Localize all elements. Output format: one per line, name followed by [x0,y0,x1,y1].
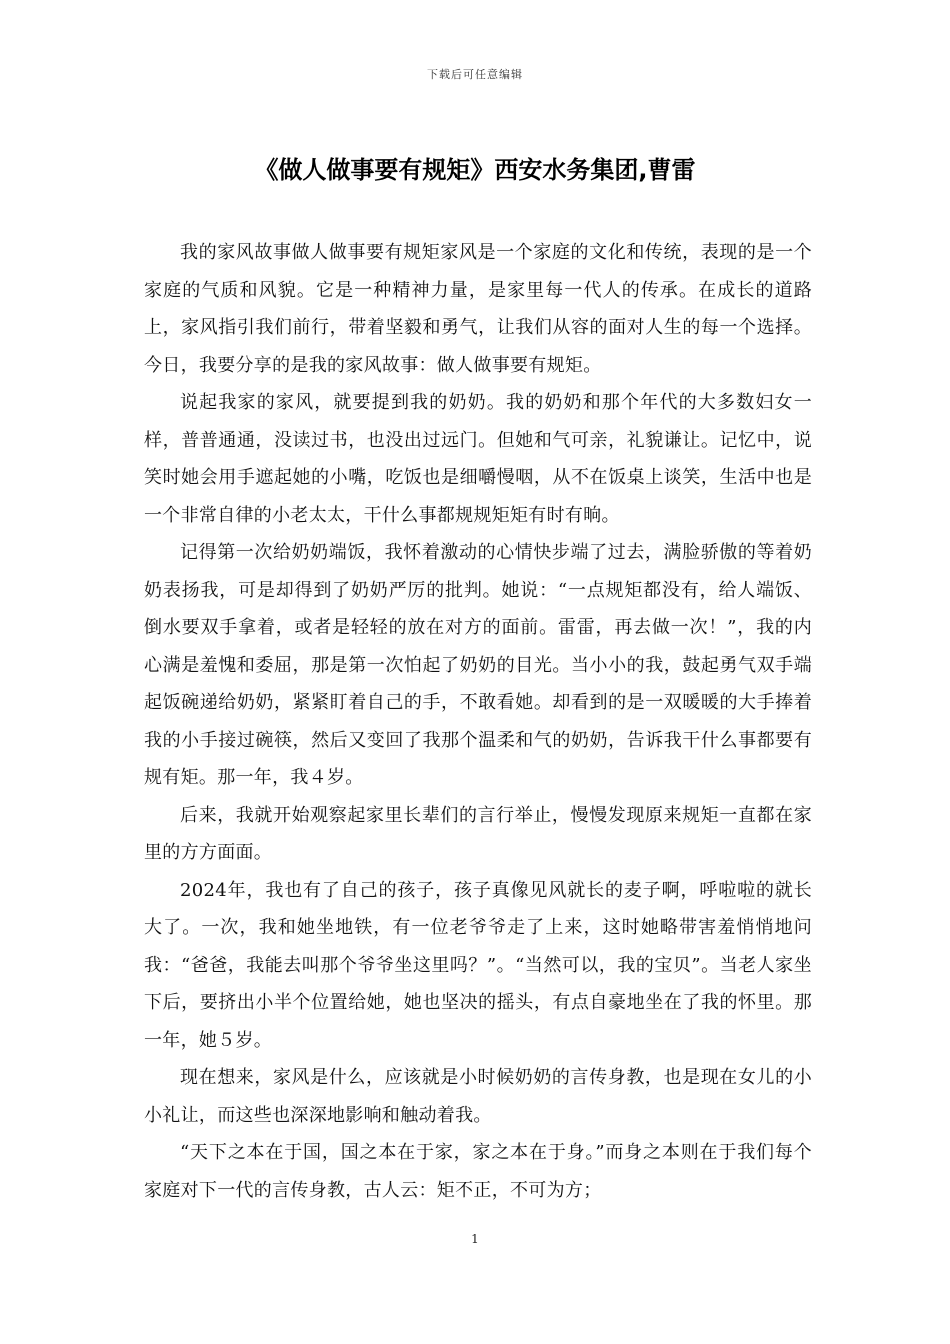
paragraph: 2024年，我也有了自己的孩子，孩子真像见风就长的麦子啊，呼啦啦的就长大了。一次，我和她坐地铁，有一位老爷爷走了上来，这时她略带害羞悄悄地问我：“爸爸，我能去叫那个爷爷坐这里吗？”。“当然可以，我的宝贝”。当老人家坐下后，要挤出小半个位置给她，她也坚决的摇头，有点自豪地坐在了我的怀里。那一年，她５岁。 [144,879,812,1051]
paragraph: 后来，我就开始观察起家里长辈们的言行举止，慢慢发现原来规矩一直都在家里的方方面面。 [144,804,812,863]
paragraph: 现在想来，家风是什么，应该就是小时候奶奶的言传身教，也是现在女儿的小小礼让，而这些也深深地影响和触动着我。 [144,1067,812,1126]
page-header-note: 下载后可任意编辑 [427,68,523,81]
paragraph: “天下之本在于国，国之本在于家，家之本在于身。”而身之本则在于我们每个家庭对下一代的言传身教，古人云：矩不正，不可为方； [144,1142,812,1201]
document-title: 《做人做事要有规矩》西安水务集团,曹雷 [254,156,696,184]
paragraph: 我的家风故事做人做事要有规矩家风是一个家庭的文化和传统，表现的是一个家庭的气质和风貌。它是一种精神力量，是家里每一代人的传承。在成长的道路上，家风指引我们前行，带着坚毅和勇气，让我们从容的面对人生的每一个选择。今日，我要分享的是我的家风故事：做人做事要有规矩。 [144,242,812,376]
paragraph: 记得第一次给奶奶端饭，我怀着激动的心情快步端了过去，满脸骄傲的等着奶奶表扬我，可是却得到了奶奶严厉的批判。她说：“一点规矩都没有，给人端饭、倒水要双手拿着，或者是轻轻的放在对方的面前。雷雷，再去做一次！”，我的内心满是羞愧和委屈，那是第一次怕起了奶奶的目光。当小小的我，鼓起勇气双手端起饭碗递给奶奶，紧紧盯着自己的手，不敢看她。却看到的是一双暖暖的大手捧着我的小手接过碗筷，然后又变回了我那个温柔和气的奶奶，告诉我干什么事都要有规有矩。那一年，我４岁。 [144,542,812,788]
paragraph: 说起我家的家风，就要提到我的奶奶。我的奶奶和那个年代的大多数妇女一样，普普通通，没读过书，也没出过远门。但她和气可亲，礼貌谦让。记忆中，说笑时她会用手遮起她的小嘴，吃饭也是细嚼慢咽，从不在饭桌上谈笑，生活中也是一个非常自律的小老太太，干什么事都规规矩矩有时有晌。 [144,392,812,526]
document-body [144,234,812,1209]
page-number: 1 [471,1232,479,1246]
